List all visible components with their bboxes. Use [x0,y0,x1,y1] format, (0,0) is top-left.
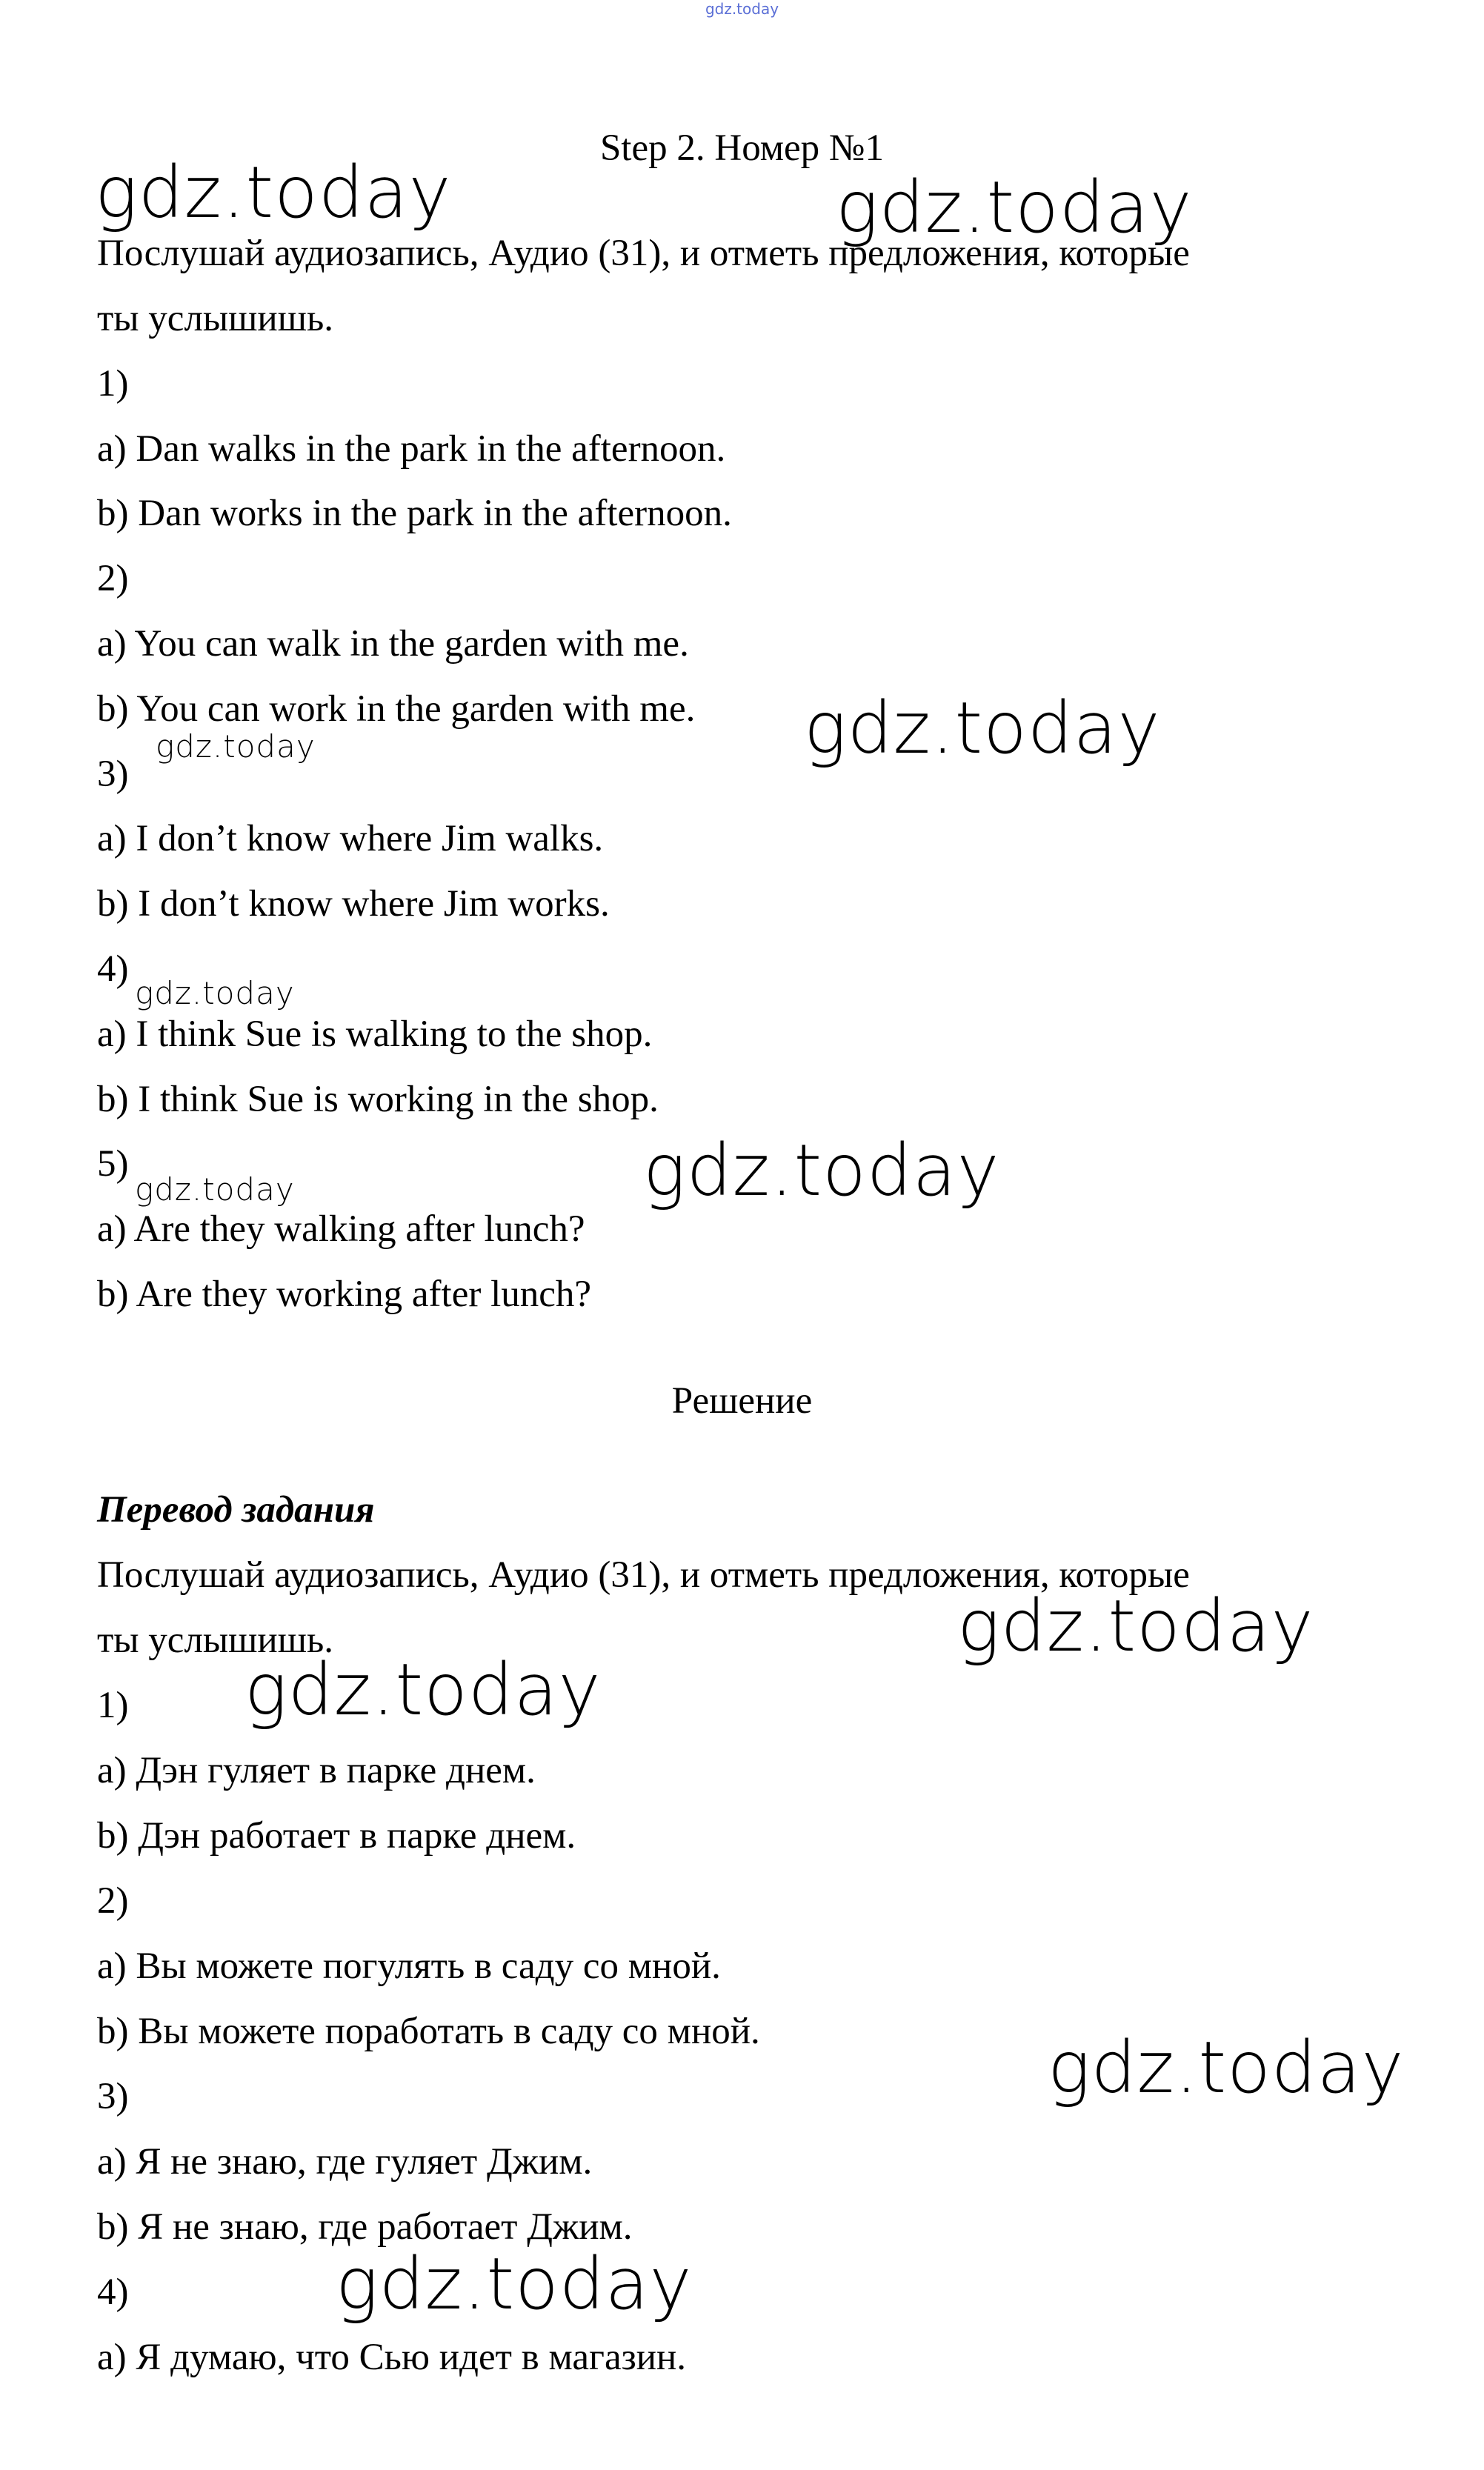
header-watermark: gdz.today [705,0,779,18]
translation-item-1-option-b: b) Дэн работает в парке днем. [97,1815,576,1857]
task-instruction-line-1: Послушай аудиозапись, Аудио (31), и отметь предложения, которые [97,233,1190,274]
translation-instruction-line-2: ты услышишь. [97,1620,333,1661]
watermark: gdz.today [135,975,295,1011]
task-item-5-option-b: b) Are they working after lunch? [97,1274,592,1315]
task-item-2-number: 2) [97,558,129,599]
solution-heading: Решение [671,1380,813,1422]
translation-item-2-number: 2) [97,1880,129,1922]
task-item-5-option-a: a) Are they walking after lunch? [97,1208,585,1250]
watermark: gdz.today [643,1129,1000,1212]
task-item-1-option-b: b) Dan works in the park in the afternoon. [97,493,732,534]
translation-instruction-line-1: Послушай аудиозапись, Аудио (31), и отметь предложения, которые [97,1554,1190,1596]
watermark: gdz.today [244,1648,602,1731]
translation-item-3-option-b: b) Я не знаю, где работает Джим. [97,2206,633,2248]
watermark: gdz.today [95,151,452,234]
translation-item-2-option-b: b) Вы можете поработать в саду со мной. [97,2011,760,2052]
watermark: gdz.today [804,687,1161,770]
watermark: gdz.today [1048,2026,1405,2109]
translation-item-4-number: 4) [97,2271,129,2313]
task-item-2-option-b: b) You can work in the garden with me. [97,688,696,730]
translation-item-4-option-a: a) Я думаю, что Сью идет в магазин. [97,2337,687,2378]
watermark: gdz.today [336,2243,693,2326]
translation-heading: Перевод задания [97,1489,375,1531]
task-item-2-option-a: a) You can walk in the garden with me. [97,623,689,665]
watermark: gdz.today [957,1585,1314,1668]
translation-item-3-number: 3) [97,2076,129,2117]
translation-item-2-option-a: a) Вы можете погулять в саду со мной. [97,1945,721,1987]
task-item-3-option-a: a) I don’t know where Jim walks. [97,818,604,859]
translation-item-1-option-a: a) Дэн гуляет в парке днем. [97,1750,536,1791]
watermark: gdz.today [135,1171,295,1208]
task-item-4-option-b: b) I think Sue is working in the shop. [97,1079,659,1120]
task-item-4-number: 4) [97,948,129,990]
task-item-3-option-b: b) I don’t know where Jim works. [97,883,610,925]
task-item-1-option-a: a) Dan walks in the park in the afternoon. [97,428,726,470]
task-item-3-number: 3) [97,753,129,795]
task-item-1-number: 1) [97,363,129,405]
task-item-5-number: 5) [97,1143,129,1185]
task-instruction-line-2: ты услышишь. [97,298,333,339]
page-title: Step 2. Номер №1 [599,127,885,169]
watermark: gdz.today [156,728,316,765]
watermark: gdz.today [836,166,1193,249]
translation-item-3-option-a: a) Я не знаю, где гуляет Джим. [97,2141,593,2183]
translation-item-1-number: 1) [97,1685,129,1726]
task-item-4-option-a: a) I think Sue is walking to the shop. [97,1013,653,1055]
